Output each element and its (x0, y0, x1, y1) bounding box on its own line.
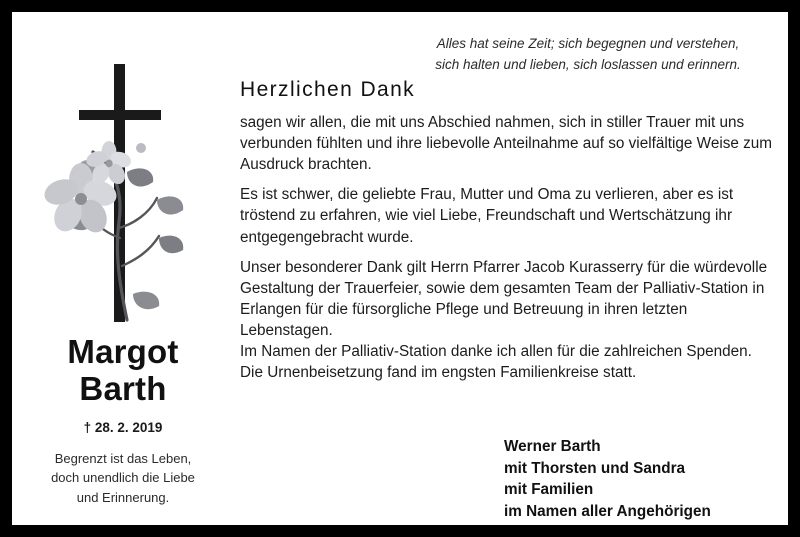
thanks-paragraph-4: Im Namen der Palliativ-Station danke ich allen für die zahlreichen Spenden. (240, 343, 752, 361)
signature-line-3: mit Familien (504, 481, 594, 499)
epigraph (404, 34, 772, 76)
memorial-verse (12, 449, 234, 508)
first-name: Margot (67, 333, 179, 370)
thanks-paragraph-2: Es ist schwer, die geliebte Frau, Mutter und Oma zu verlieren, aber es ist tröstend zu erfahren, wie viel Liebe, Freundschaft und Wertschätzung ihr entgegengebracht wurde. (240, 186, 734, 246)
death-date-value: 28. 2. 2019 (94, 419, 163, 435)
thanks-paragraph-3: Unser besonderer Dank gilt Herrn Pfarrer Jacob Kurasserry für die würdevolle Gestaltung der Trauerfeier, sowie dem gesamten Team der Palliativ-Station in Erlangen für die fürsorgliche Pflege und Betreuung in ihren letzten Lebenstagen. (240, 258, 768, 339)
signature-line-2: mit Thorsten und Sandra (504, 459, 686, 477)
memorial-column (12, 52, 234, 507)
thanks-paragraph-5: Die Urnenbeisetzung fand im engsten Familienkreise statt. (240, 364, 637, 382)
signature-line-4: im Namen aller Angehörigen (504, 503, 711, 521)
page-title (12, 334, 234, 408)
signature-block (504, 436, 784, 523)
cross-symbol-icon: † (83, 419, 92, 435)
verse-line-1: Begrenzt ist das Leben, (54, 450, 192, 466)
thanks-column (240, 78, 780, 383)
card-inner (12, 12, 788, 525)
signature-line-1: Werner Barth (504, 438, 601, 455)
epigraph-line-1: Alles hat seine Zeit; sich begegnen und verstehen, (436, 36, 740, 51)
epigraph-line-2: sich halten und lieben, sich loslassen und erinnern. (435, 56, 741, 72)
cross-graphic (23, 52, 223, 332)
last-name: Barth (79, 369, 167, 407)
verse-line-2: doch unendlich die Liebe (51, 470, 195, 486)
thanks-paragraph-1: sagen wir allen, die mit uns Abschied nahmen, sich in stiller Trauer mit uns verbunden fühlten und ihre liebevolle Anteilnahme auf so vielfältige Weise zum Ausdruck brachten. (240, 114, 773, 174)
verse-line-3: und Erinnerung. (76, 489, 170, 505)
cross-with-flowering-branch-icon (12, 52, 234, 332)
thanks-heading: Herzlichen Dank (240, 78, 416, 101)
death-date (12, 420, 234, 435)
